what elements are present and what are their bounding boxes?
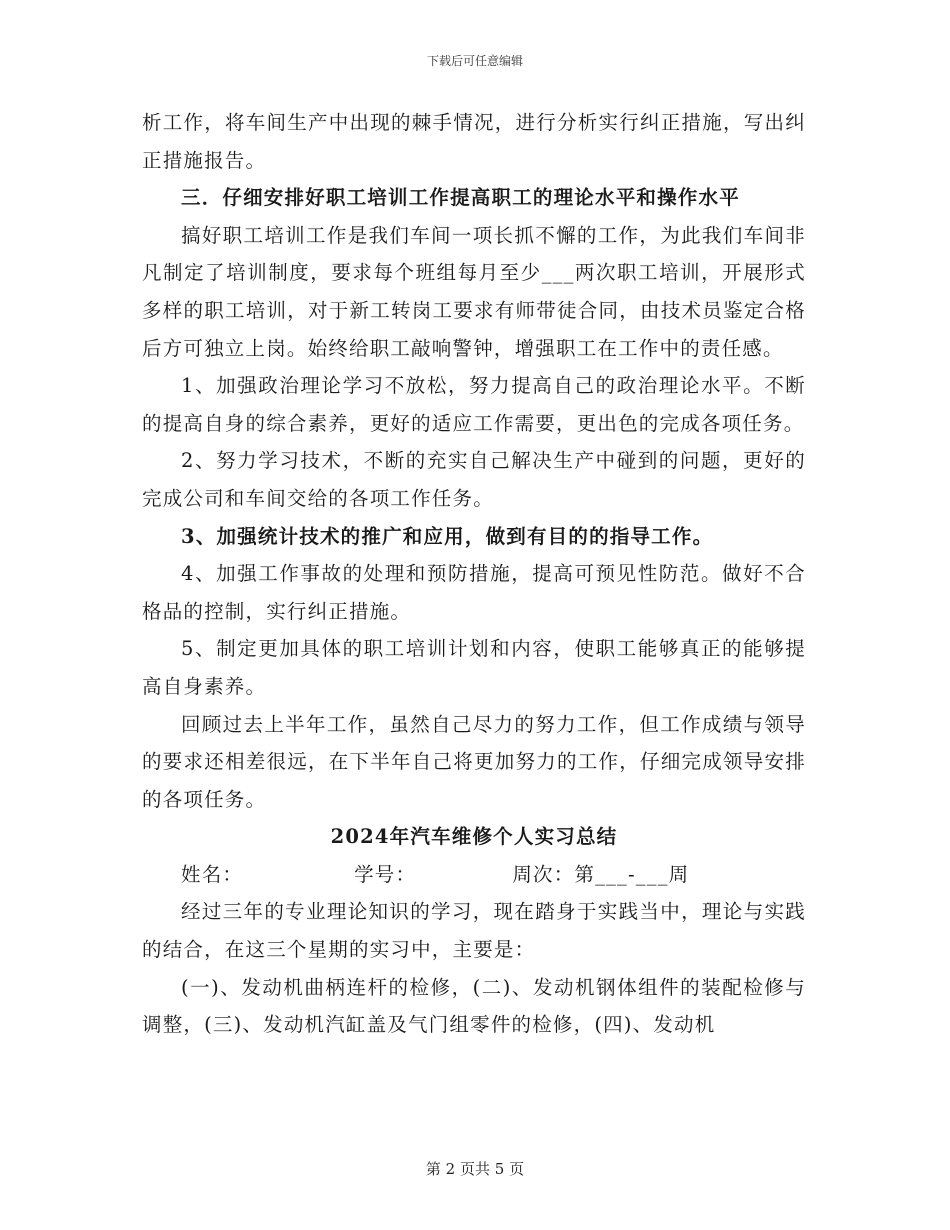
header-note: 下载后可任意编辑 bbox=[426, 54, 523, 68]
paragraph-tasks: (一)、发动机曲柄连杆的检修，(二)、发动机钢体组件的装配检修与调整，(三)、发动机汽缸盖及气门组零件的检修，(四)、发动机 bbox=[142, 975, 806, 1037]
list-item-1: 1、加强政治理论学习不放松，努力提高自己的政治理论水平。不断的提高自身的综合素养，更好的适应工作需要，更出色的完成各项任务。 bbox=[142, 374, 806, 435]
document-title: 2024年汽车维修个人实习总结 bbox=[330, 825, 618, 849]
list-item-4: 4、加强工作事故的处理和预防措施，提高可预见性防范。做好不合格品的控制，实行纠正措施。 bbox=[142, 562, 806, 623]
document-body bbox=[142, 104, 806, 1044]
list-item-2: 2、努力学习技术，不断的充实自己解决生产中碰到的问题，更好的完成公司和车间交给的各项工作任务。 bbox=[142, 449, 806, 510]
list-item-3: 3、加强统计技术的推广和应用，做到有目的的指导工作。 bbox=[181, 524, 714, 548]
student-info-line: 姓名： 学号： 周次：第___-___周 bbox=[181, 862, 690, 886]
page-number: 第 2 页共 5 页 bbox=[425, 1160, 525, 1178]
paragraph-review: 回顾过去上半年工作，虽然自己尽力的努力工作，但工作成绩与领导的要求还相差很远，在下半年自己将更加努力的工作，仔细完成领导安排的各项任务。 bbox=[142, 712, 806, 811]
paragraph-training: 搞好职工培训工作是我们车间一项长抓不懈的工作，为此我们车间非凡制定了培训制度，要求每个班组每月至少___两次职工培训，开展形式多样的职工培训，对于新工转岗工要求有师带徒合同，由技术员鉴定合格后方可独立上岗。始终给职工敲响警钟，增强职工在工作中的责任感。 bbox=[142, 223, 806, 360]
list-item-5: 5、制定更加具体的职工培训计划和内容，使职工能够真正的能够提高自身素养。 bbox=[142, 637, 806, 698]
paragraph-intro: 经过三年的专业理论知识的学习，现在踏身于实践当中，理论与实践的结合，在这三个星期的实习中，主要是： bbox=[142, 900, 806, 962]
paragraph-continuation: 析工作，将车间生产中出现的棘手情况，进行分析实行纠正措施，写出纠正措施报告。 bbox=[142, 111, 806, 172]
section-heading: 三．仔细安排好职工培训工作提高职工的理论水平和操作水平 bbox=[181, 186, 740, 210]
